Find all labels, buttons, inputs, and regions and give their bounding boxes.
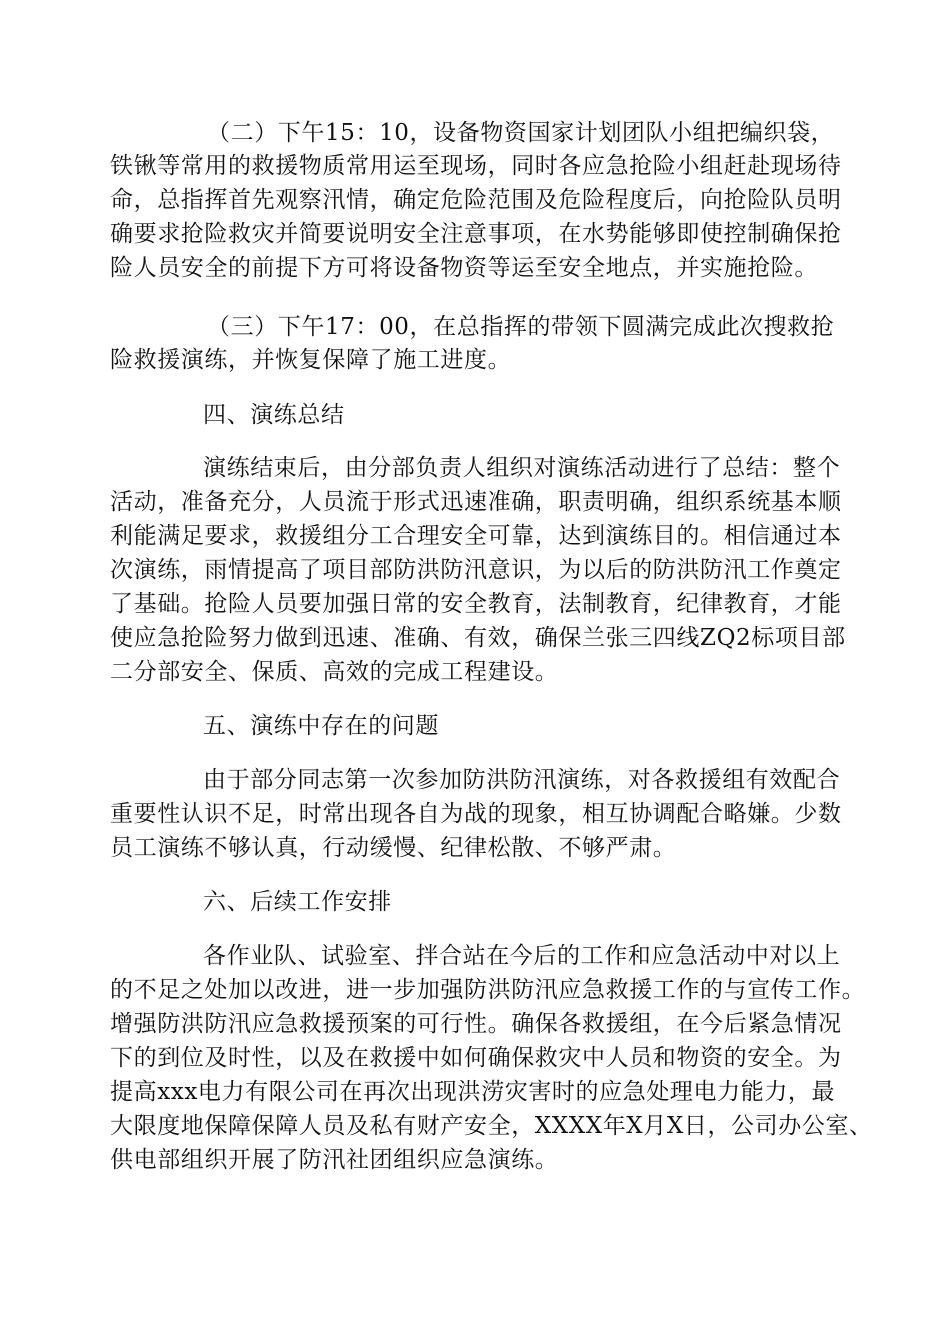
paragraph-line: 了基础。抢险人员要加强日常的安全教育，法制教育，纪律教育，才能 — [110, 591, 842, 617]
paragraph-line: 供电部组织开展了防汛社团组织应急演练。 — [110, 1147, 559, 1173]
paragraph-line: （三）下午17：00，在总指挥的带领下圆满完成此次搜救抢 — [207, 314, 835, 340]
paragraph-line: 命，总指挥首先观察汛情，确定危险范围及危险程度后，向抢险队员明 — [110, 187, 842, 213]
section-heading: 四、演练总结 — [203, 402, 345, 428]
paragraph-line: 二分部安全、保质、高效的完成工程建设。 — [110, 659, 559, 685]
paragraph-line: 演练结束后，由分部负责人组织对演练活动进行了总结：整个 — [203, 455, 841, 481]
paragraph-line: 重要性认识不足，时常出现各自为战的现象，相互协调配合略嫌。少数 — [110, 801, 842, 827]
paragraph-line: 使应急抢险努力做到迅速、准确、有效，确保兰张三四线ZQ2标项目部 — [110, 625, 846, 651]
paragraph-line: 各作业队、试验室、拌合站在今后的工作和应急活动中对以上 — [203, 943, 841, 969]
paragraph-line: （二）下午15：10，设备物资国家计划团队小组把编织袋， — [207, 120, 835, 146]
paragraph-line: 大限度地保障保障人员及私有财产安全，XXXX年X月X日，公司办公室、 — [110, 1113, 873, 1139]
paragraph-line: 提高xxx电力有限公司在再次出现洪涝灾害时的应急处理电力能力，最 — [110, 1079, 836, 1105]
section-heading: 五、演练中存在的问题 — [203, 713, 439, 739]
paragraph-line: 增强防洪防汛应急救援预案的可行性。确保各救援组，在今后紧急情况 — [110, 1011, 842, 1037]
paragraph-line: 险人员安全的前提下方可将设备物资等运至安全地点，并实施抢险。 — [110, 255, 818, 281]
section-heading: 六、后续工作安排 — [203, 889, 392, 915]
paragraph-line: 的不足之处加以改进，进一步加强防洪防汛应急救援工作的与宣传工作。 — [110, 977, 866, 1003]
paragraph-line: 由于部分同志第一次参加防洪防汛演练，对各救援组有效配合 — [203, 767, 841, 793]
paragraph-line: 确要求抢险救灾并简要说明安全注意事项，在水势能够即使控制确保抢 — [110, 221, 842, 247]
paragraph-line: 利能满足要求，救援组分工合理安全可靠，达到演练目的。相信通过本 — [110, 523, 842, 549]
paragraph-line: 次演练，雨情提高了项目部防洪防汛意识，为以后的防洪防汛工作奠定 — [110, 557, 842, 583]
paragraph-line: 员工演练不够认真，行动缓慢、纪律松散、不够严肃。 — [110, 835, 677, 861]
paragraph-line: 铁锹等常用的救援物质常用运至现场，同时各应急抢险小组赶赴现场待 — [110, 153, 842, 179]
paragraph-line: 下的到位及时性，以及在救援中如何确保救灾中人员和物资的安全。为 — [110, 1045, 842, 1071]
paragraph-line: 险救援演练，并恢复保障了施工进度。 — [110, 347, 512, 373]
paragraph-line: 活动，准备充分，人员流于形式迅速准确，职责明确，组织系统基本顺 — [110, 489, 842, 515]
